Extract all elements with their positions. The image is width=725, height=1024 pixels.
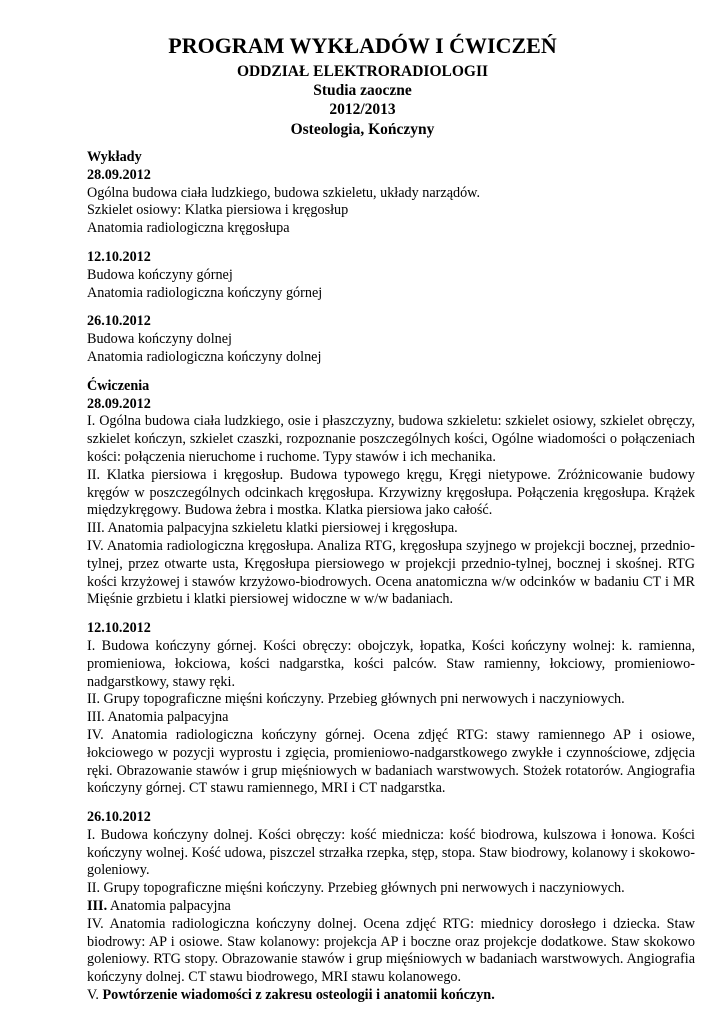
exercise-paragraph (87, 898, 695, 916)
lecture-date: 28.09.2012 (87, 166, 151, 183)
lecture-line: Anatomia radiologiczna kończyny dolnej (87, 348, 322, 365)
exercises-heading: Ćwiczenia (87, 377, 150, 394)
department-title: ODDZIAŁ ELEKTRORADIOLOGII (236, 63, 489, 80)
subject-title: Osteologia, Kończyny (290, 121, 435, 138)
exercise-paragraph: III. Anatomia palpacyjna szkieletu klatki piersiowej i kręgosłupa. (87, 520, 458, 537)
roman-numeral: V. (87, 987, 99, 1004)
lecture-line: Anatomia radiologiczna kończyny górnej (87, 284, 323, 301)
lecture-line: Budowa kończyny dolnej (87, 331, 232, 348)
document-body (87, 149, 695, 1005)
exercise-paragraph: IV. Anatomia radiologiczna kończyny dolnej. Ocena zdjęć RTG: miednicy dorosłego i dziecka. Staw biodrowy: AP i osiowe. Staw kolanowy: projekcja AP i boczne oraz projekcje dodatkowe. Staw skokowo goleniowy. RTG stopy. Obrazowanie stawów i grup mięśniowych w badaniach warstwowych. Angiografia kończyny dolnej. CT stawu biodrowego, MRI stawu kolanowego. (87, 915, 695, 986)
exercise-text: Powtórzenie wiadomości z zakresu osteologii i anatomii kończyn. (102, 987, 495, 1004)
lecture-line: Anatomia radiologiczna kręgosłupa (87, 220, 290, 237)
page-title: PROGRAM WYKŁADÓW I ĆWICZEŃ (168, 33, 557, 58)
lecture-date: 26.10.2012 (87, 313, 151, 330)
exercise-paragraph: III. Anatomia palpacyjna (87, 709, 229, 726)
exercise-paragraph: I. Budowa kończyny górnej. Kości obręczy: obojczyk, łopatka, Kości kończyny wolnej: k. ramienna, promieniowa, łokciowa, kości nadgarstka, kości palców. Staw ramienny, łokciowy, promieniowo-nadgarstkowy, stawy ręki. (87, 637, 695, 690)
lecture-line: Budowa kończyny górnej (87, 266, 233, 283)
exercise-paragraph: II. Grupy topograficzne mięśni kończyny. Przebieg głównych pni nerwowych i naczyniowych. (87, 880, 625, 897)
exercise-date: 26.10.2012 (87, 809, 151, 826)
lecture-line: Szkielet osiowy: Klatka piersiowa i kręgosłup (87, 202, 349, 219)
exercise-date: 28.09.2012 (87, 395, 151, 412)
exercise-paragraph: II. Klatka piersiowa i kręgosłup. Budowa typowego kręgu, Kręgi nietypowe. Zróżnicowanie budowy kręgów w poszczególnych odcinkach kręgosłupa. Krzywizny kręgosłupa. Połączenia kręgosłupa. Krążek międzykręgowy. Budowa żebra i mostka. Klatka piersiowa jako całość. (87, 466, 695, 519)
exercise-paragraph: IV. Anatomia radiologiczna kręgosłupa. Analiza RTG, kręgosłupa szyjnego w projekcji bocznej, przednio-tylnej, przez otwarte usta, Kręgosłupa piersiowego w projekcji przednio-tylnej, bocznej i skośnej. RTG kości krzyżowej i stawów krzyżowo-biodrowych. Ocena anatomiczna w/w odcinków w badaniu CT i MR Mięśnie grzbietu i klatki piersiowej widoczne w w/w badaniach. (87, 537, 695, 608)
exercise-text: Anatomia palpacyjna (109, 898, 231, 915)
exercise-date: 12.10.2012 (87, 620, 151, 637)
exercise-paragraph: I. Budowa kończyny dolnej. Kości obręczy: kość miednicza: kość biodrowa, kulszowa i łonowa. Kości kończyny wolnej. Kość udowa, piszczel strzałka rzepka, stęp, stopa. Staw biodrowy, kolanowy i skokowo-goleniowy. (87, 826, 695, 879)
exercise-paragraph: IV. Anatomia radiologiczna kończyny górnej. Ocena zdjęć RTG: stawy ramiennego AP i osiowe, łokciowego w pozycji wyprostu i zgięcia, promieniowo-nadgarstkowego zwykłe i czynnościowe, zdjęcia ręki. Obrazowanie stawów i grup mięśniowych w badaniach warstwowych. Stożek rotatorów. Angiografia kończyny górnej. CT stawu ramiennego, MRI i CT nadgarstka. (87, 726, 695, 797)
roman-numeral: III. (87, 898, 108, 915)
study-mode: Studia zaoczne (313, 82, 412, 99)
lectures-heading: Wykłady (87, 149, 142, 165)
exercise-paragraph: II. Grupy topograficzne mięśni kończyny. Przebieg głównych pni nerwowych i naczyniowych. (87, 691, 625, 708)
exercise-paragraph: I. Ogólna budowa ciała ludzkiego, osie i płaszczyzny, budowa szkieletu: szkielet osiowy, szkielet obręczy, szkielet kończyn, szkielet czaszki, rozpoznanie poszczególnych kości, Ogólne wiadomości o połączeniach kości: połączenia nieruchome i ruchome. Typy stawów i ich mechanika. (87, 413, 695, 465)
lecture-line: Ogólna budowa ciała ludzkiego, budowa szkieletu, układy narządów. (87, 184, 481, 201)
exercise-paragraph (87, 987, 695, 1005)
lecture-date: 12.10.2012 (87, 248, 151, 265)
academic-year: 2012/2013 (329, 101, 396, 118)
